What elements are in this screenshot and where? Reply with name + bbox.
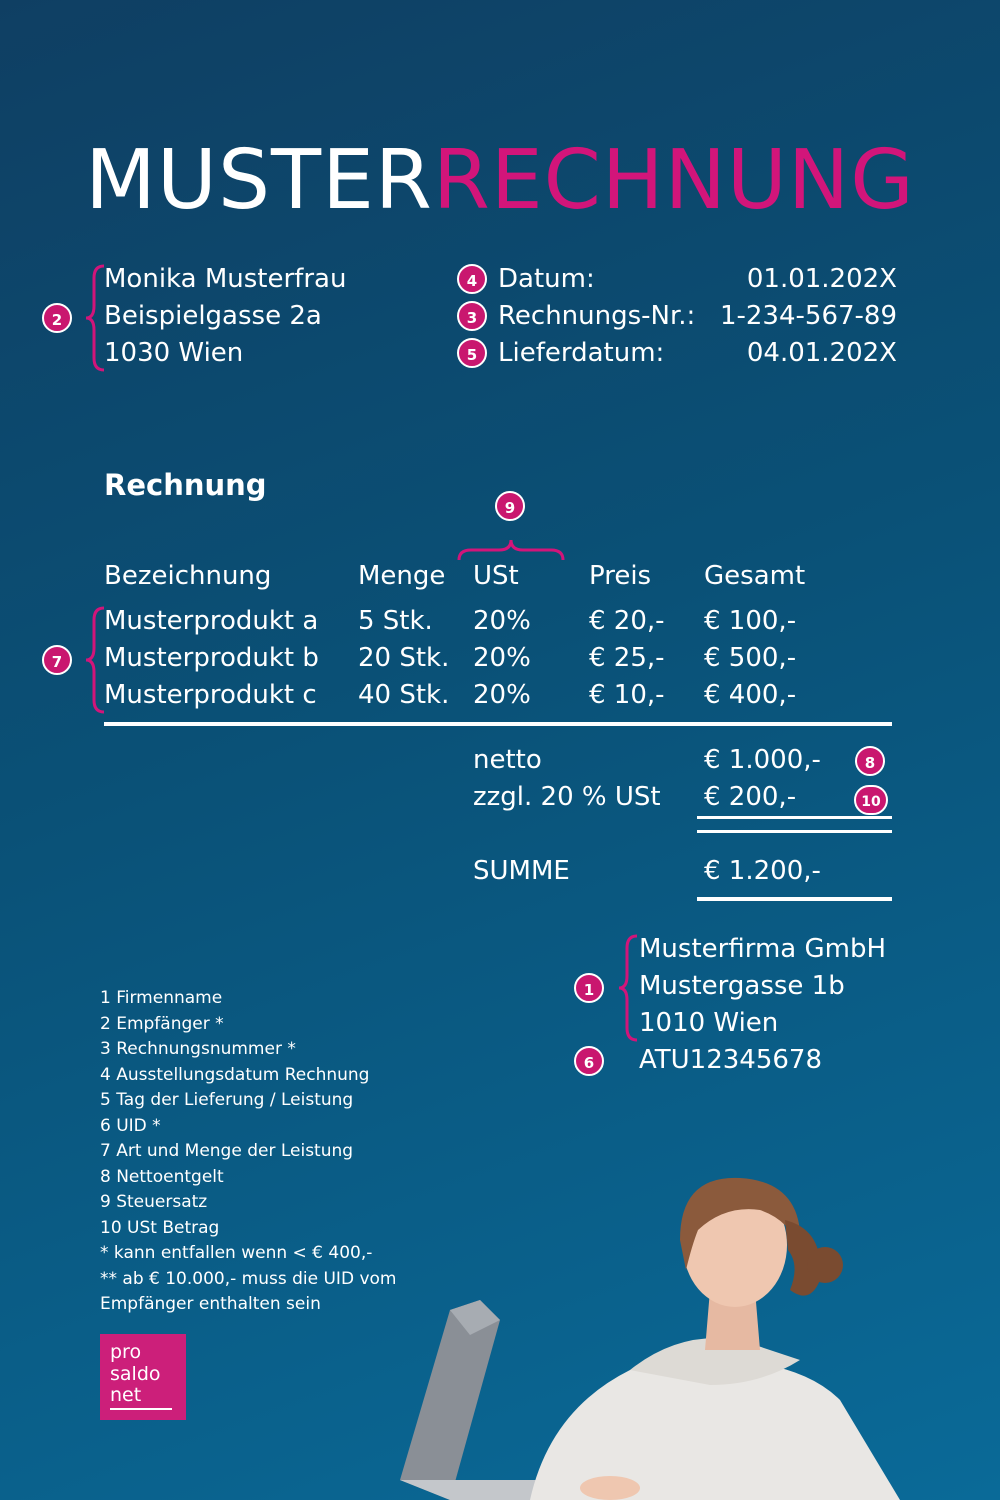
col-header-price: Preis	[589, 561, 652, 591]
woman-laptop-photo	[380, 1170, 1000, 1500]
recipient-brace	[84, 264, 106, 372]
col-header-quantity: Menge	[358, 561, 446, 591]
meta-labels	[498, 261, 695, 372]
legend-item: * kann entfallen wenn < € 400,-	[100, 1243, 373, 1263]
table-cell: € 500,-	[704, 643, 797, 673]
recipient-address	[104, 261, 346, 372]
badge-sender: 1	[574, 973, 604, 1003]
logo-line: saldo	[110, 1363, 161, 1385]
legend-item: 4 Ausstellungsdatum Rechnung	[100, 1064, 370, 1085]
sum-divider	[697, 897, 892, 901]
netto-label: netto	[473, 745, 542, 775]
table-cell: 40 Stk.	[358, 680, 450, 710]
sender-street: Mustergasse 1b	[639, 971, 845, 1001]
legend-item: 9 Steuersatz	[100, 1192, 208, 1212]
sender-brace	[617, 934, 639, 1042]
table-cell: € 20,-	[589, 606, 665, 636]
delivery-date-label: Lieferdatum:	[498, 338, 665, 368]
recipient-city: 1030 Wien	[104, 338, 244, 368]
badge-items: 7	[42, 645, 72, 675]
legend-item: ** ab € 10.000,- muss die UID vom	[100, 1268, 397, 1289]
table-cell: € 25,-	[589, 643, 665, 673]
badge-recipient: 2	[42, 303, 72, 333]
legend-item: 7 Art und Menge der Leistung	[100, 1141, 354, 1161]
logo-line: net	[110, 1384, 142, 1406]
legend-item: 10 USt Betrag	[100, 1217, 220, 1238]
totals-divider-1	[697, 816, 892, 819]
table-cell: 5 Stk.	[358, 606, 433, 636]
meta-values	[700, 261, 897, 372]
totals-divider-2	[697, 830, 892, 833]
invoice-number-label: Rechnungs-Nr.:	[498, 301, 696, 331]
legend-item: 1 Firmenname	[100, 988, 223, 1008]
date-value: 01.01.202X	[746, 264, 897, 294]
table-cell: 20%	[473, 680, 531, 710]
tax-value: € 200,-	[704, 782, 797, 812]
sender-city: 1010 Wien	[639, 1008, 779, 1038]
sum-value: € 1.200,-	[704, 856, 821, 886]
sender-company: Musterfirma GmbH	[639, 934, 886, 964]
tax-label: zzgl. 20 % USt	[473, 782, 661, 812]
badge-netto: 8	[855, 746, 885, 776]
badge-invoice-number: 3	[457, 301, 487, 331]
col-tax	[473, 603, 531, 714]
badge-uid: 6	[574, 1046, 604, 1076]
table-cell: € 400,-	[704, 680, 797, 710]
legend-item: 2 Empfänger *	[100, 1013, 224, 1034]
page-title: MUSTERRECHNUNG	[85, 133, 915, 228]
table-cell: Musterprodukt b	[104, 643, 319, 673]
table-cell: Musterprodukt c	[104, 680, 317, 710]
legend-item: 3 Rechnungsnummer *	[100, 1039, 296, 1059]
badge-delivery-date: 5	[457, 338, 487, 368]
col-total	[704, 603, 796, 714]
badge-date: 4	[457, 264, 487, 294]
recipient-name: Monika Musterfrau	[104, 264, 347, 294]
table-cell: 20 Stk.	[358, 643, 450, 673]
col-quantity	[358, 603, 449, 714]
table-cell: 20%	[473, 643, 531, 673]
table-cell: 20%	[473, 606, 531, 636]
delivery-date-value: 04.01.202X	[746, 338, 897, 368]
col-description	[104, 603, 319, 714]
col-header-total: Gesamt	[704, 561, 806, 591]
date-label: Datum:	[498, 264, 595, 294]
items-brace	[84, 606, 106, 714]
badge-tax-rate: 9	[495, 491, 525, 521]
recipient-street: Beispielgasse 2a	[104, 301, 322, 331]
table-divider	[104, 722, 892, 726]
legend-item: 6 UID *	[100, 1115, 161, 1136]
table-cell: € 10,-	[589, 680, 665, 710]
col-price	[589, 603, 665, 714]
sum-label: SUMME	[473, 856, 570, 886]
sender-address	[639, 931, 886, 1079]
table-cell: Musterprodukt a	[104, 606, 319, 636]
logo-line: pro	[110, 1341, 142, 1363]
col-header-tax: USt	[473, 561, 519, 591]
legend	[100, 986, 396, 1318]
legend-item: Empfänger enthalten sein	[100, 1294, 321, 1314]
legend-item: 5 Tag der Lieferung / Leistung	[100, 1090, 354, 1110]
netto-value: € 1.000,-	[704, 745, 821, 775]
invoice-heading: Rechnung	[104, 468, 267, 502]
col-header-description: Bezeichnung	[104, 561, 272, 591]
legend-item: 8 Nettoentgelt	[100, 1166, 224, 1187]
prosaldo-logo	[100, 1334, 186, 1420]
invoice-number-value: 1-234-567-89	[719, 301, 897, 331]
sender-uid: ATU12345678	[639, 1045, 823, 1075]
table-cell: € 100,-	[704, 606, 797, 636]
badge-tax-amount: 10	[854, 785, 888, 815]
